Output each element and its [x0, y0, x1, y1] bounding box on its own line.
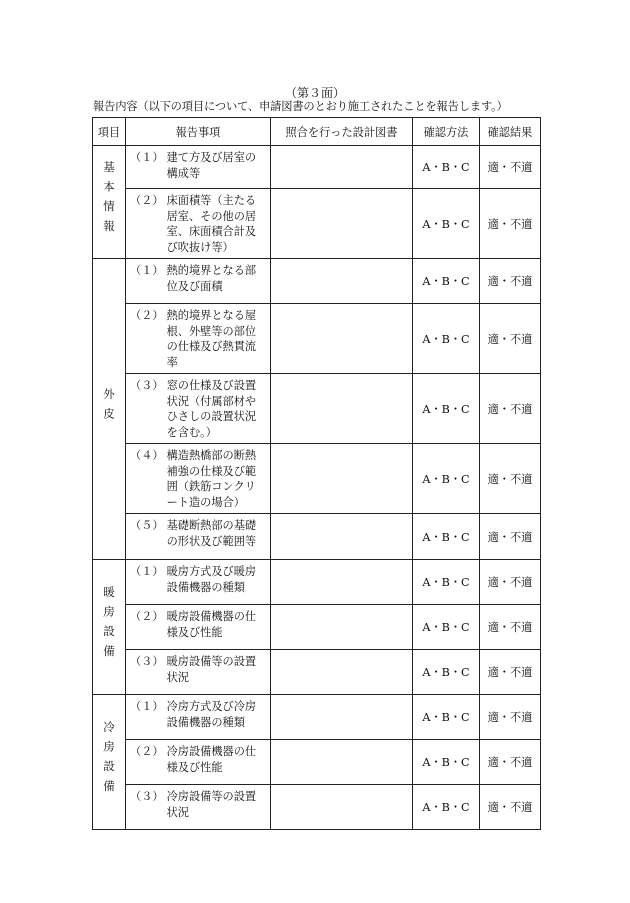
item-number: （５）	[130, 519, 164, 532]
category-label: 暖房設備	[102, 586, 116, 665]
result-cell: 適・不適	[480, 374, 541, 444]
table-row	[93, 785, 541, 830]
item-number: （１）	[130, 565, 164, 578]
result-cell: 適・不適	[480, 650, 541, 695]
result-cell: 適・不適	[480, 514, 541, 560]
item-cell	[126, 374, 271, 444]
table-row	[93, 605, 541, 650]
method-cell: A・B・C	[413, 605, 480, 650]
category-cell	[93, 146, 126, 259]
drawing-cell[interactable]	[271, 695, 413, 740]
header-method: 確認方法	[413, 118, 480, 146]
item-number: （２）	[130, 194, 164, 207]
item-text: 冷房方式及び冷房設備機器の種類	[166, 700, 257, 729]
drawing-cell[interactable]	[271, 189, 413, 259]
table-row	[93, 650, 541, 695]
method-cell: A・B・C	[413, 146, 480, 189]
item-cell	[126, 605, 271, 650]
result-cell: 適・不適	[480, 560, 541, 605]
drawing-cell[interactable]	[271, 785, 413, 830]
item-cell	[126, 785, 271, 830]
item-number: （２）	[130, 745, 164, 758]
drawing-cell[interactable]	[271, 259, 413, 304]
result-cell: 適・不適	[480, 740, 541, 785]
header-row	[93, 118, 541, 146]
result-cell: 適・不適	[480, 444, 541, 514]
result-cell: 適・不適	[480, 304, 541, 374]
item-text: 建て方及び居室の構成等	[166, 151, 257, 180]
item-number: （１）	[130, 151, 164, 164]
category-label: 冷房設備	[102, 721, 116, 800]
item-text: 冷房設備機器の仕様及び性能	[166, 745, 257, 774]
result-cell: 適・不適	[480, 146, 541, 189]
method-cell: A・B・C	[413, 650, 480, 695]
method-cell: A・B・C	[413, 514, 480, 560]
method-cell: A・B・C	[413, 259, 480, 304]
table-row	[93, 444, 541, 514]
item-cell	[126, 259, 271, 304]
item-text: 暖房設備機器の仕様及び性能	[166, 610, 257, 639]
table-row	[93, 695, 541, 740]
intro-text: 報告内容（以下の項目について、申請図書のとおり施工されたことを報告します。）	[93, 100, 508, 113]
drawing-cell[interactable]	[271, 605, 413, 650]
result-cell: 適・不適	[480, 189, 541, 259]
item-text: 基礎断熱部の基礎の形状及び範囲等	[166, 519, 257, 548]
category-cell	[93, 695, 126, 830]
drawing-cell[interactable]	[271, 146, 413, 189]
item-text: 窓の仕様及び設置状況（付属部材やひさしの設置状況を含む。）	[166, 379, 257, 439]
category-cell	[93, 259, 126, 560]
item-cell	[126, 304, 271, 374]
item-text: 床面積等（主たる居室、その他の居室、床面積合計及び吹抜け等）	[166, 194, 257, 254]
table-row	[93, 374, 541, 444]
report-table	[92, 117, 541, 830]
method-cell: A・B・C	[413, 304, 480, 374]
header-drawing: 照合を行った設計図書	[271, 118, 413, 146]
item-number: （３）	[130, 655, 164, 668]
item-number: （２）	[130, 309, 164, 322]
drawing-cell[interactable]	[271, 304, 413, 374]
item-cell	[126, 514, 271, 560]
item-number: （１）	[130, 700, 164, 713]
item-number: （４）	[130, 449, 164, 462]
item-cell	[126, 740, 271, 785]
table-row	[93, 259, 541, 304]
drawing-cell[interactable]	[271, 560, 413, 605]
item-cell	[126, 560, 271, 605]
item-number: （３）	[130, 379, 164, 392]
table-row	[93, 560, 541, 605]
item-text: 暖房方式及び暖房設備機器の種類	[166, 565, 257, 594]
table-row	[93, 304, 541, 374]
item-text: 熱的境界となる屋根、外壁等の部位の仕様及び熱貫流率	[166, 309, 257, 369]
item-text: 暖房設備等の設置状況	[166, 655, 257, 684]
drawing-cell[interactable]	[271, 444, 413, 514]
item-cell	[126, 650, 271, 695]
method-cell: A・B・C	[413, 444, 480, 514]
header-item: 報告事項	[126, 118, 271, 146]
item-cell	[126, 146, 271, 189]
item-cell	[126, 444, 271, 514]
item-text: 構造熱橋部の断熱補強の仕様及び範囲（鉄筋コンクリート造の場合）	[166, 449, 257, 509]
page-label: （第３面）	[284, 86, 345, 100]
item-text: 熱的境界となる部位及び面積	[166, 264, 257, 293]
table-row	[93, 740, 541, 785]
result-cell: 適・不適	[480, 695, 541, 740]
method-cell: A・B・C	[413, 560, 480, 605]
drawing-cell[interactable]	[271, 374, 413, 444]
drawing-cell[interactable]	[271, 740, 413, 785]
item-cell	[126, 189, 271, 259]
header-result: 確認結果	[480, 118, 541, 146]
report-body	[93, 146, 541, 830]
table-row	[93, 189, 541, 259]
result-cell: 適・不適	[480, 259, 541, 304]
item-number: （２）	[130, 610, 164, 623]
category-cell	[93, 560, 126, 695]
result-cell: 適・不適	[480, 785, 541, 830]
item-text: 冷房設備等の設置状況	[166, 790, 257, 819]
method-cell: A・B・C	[413, 189, 480, 259]
drawing-cell[interactable]	[271, 650, 413, 695]
item-number: （３）	[130, 790, 164, 803]
method-cell: A・B・C	[413, 695, 480, 740]
item-number: （１）	[130, 264, 164, 277]
header-category: 項目	[93, 118, 126, 146]
drawing-cell[interactable]	[271, 514, 413, 560]
method-cell: A・B・C	[413, 740, 480, 785]
method-cell: A・B・C	[413, 785, 480, 830]
item-cell	[126, 695, 271, 740]
table-row	[93, 146, 541, 189]
result-cell: 適・不適	[480, 605, 541, 650]
method-cell: A・B・C	[413, 374, 480, 444]
category-label: 外皮	[102, 387, 116, 428]
category-label: 基本情報	[102, 161, 116, 240]
table-row	[93, 514, 541, 560]
